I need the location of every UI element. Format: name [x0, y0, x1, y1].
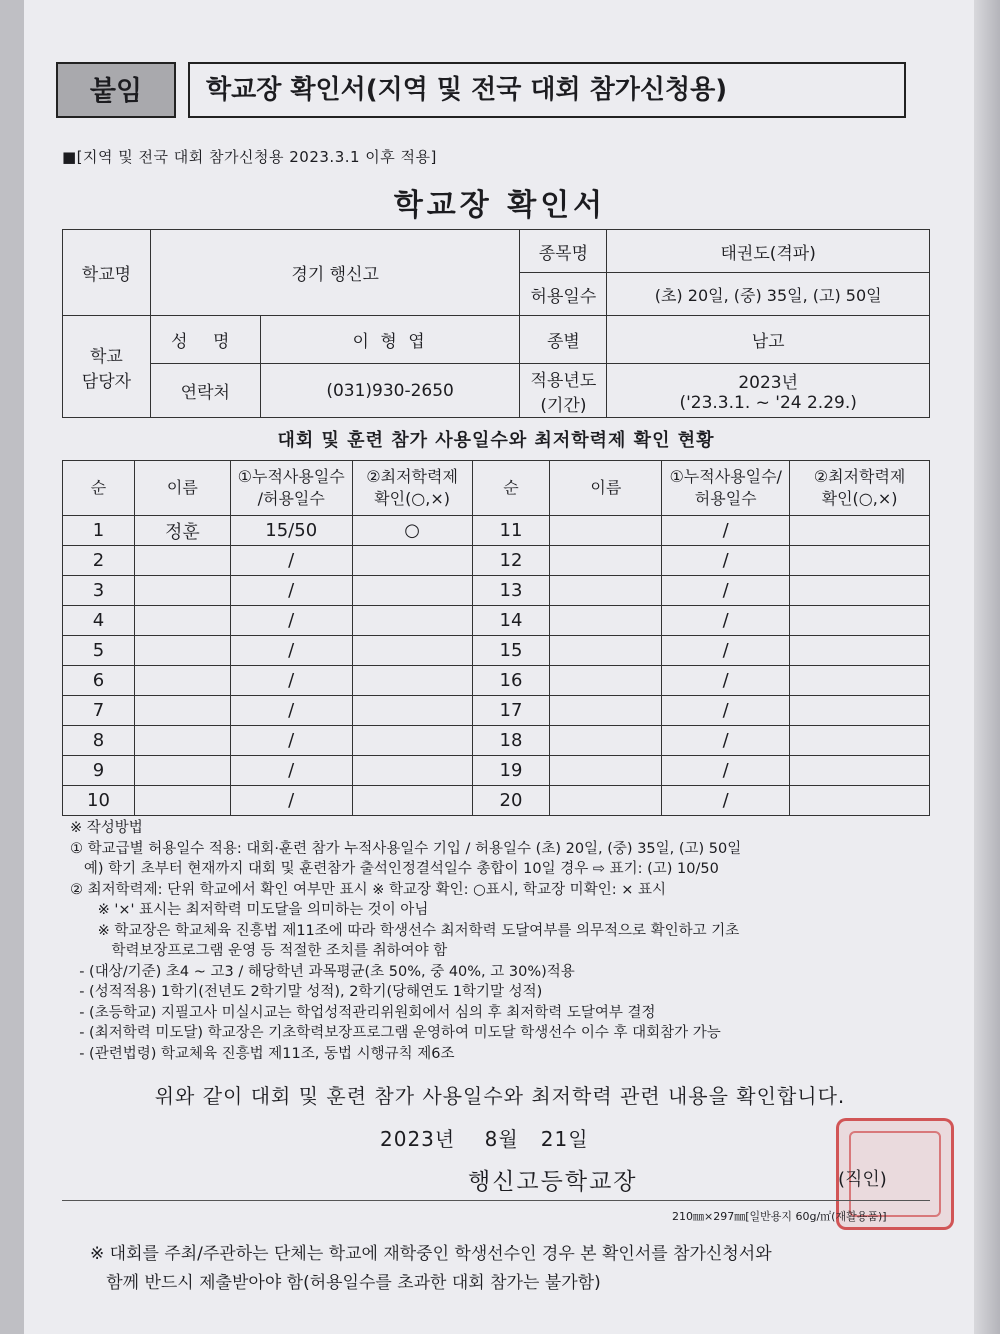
cell-academic-right: [790, 756, 930, 786]
year-label-line2: (기간): [540, 395, 587, 416]
instruction-line: 학력보장프로그램 운영 등 적절한 조치를 취하여야 함: [70, 943, 448, 959]
contact-label: 연락처: [150, 364, 260, 418]
cell-days: 15/50: [230, 516, 352, 546]
cell-name-right: [550, 636, 662, 666]
applicability-note: ■[지역 및 전국 대회 참가신청용 2023.3.1 이후 적용]: [62, 148, 437, 166]
cell-academic: [352, 606, 472, 636]
document-header: [56, 62, 906, 120]
days-label: 허용일수: [520, 273, 607, 316]
records-table: [62, 460, 930, 816]
instruction-line: - (대상/기준) 초4 ~ 고3 / 해당학년 과목평균(초 50%, 중 40%, 고 30%)적용: [70, 963, 575, 980]
header-name-right: 이름: [550, 461, 662, 516]
cell-academic: [352, 546, 472, 576]
cell-days-right: /: [662, 756, 790, 786]
cell-academic-right: [790, 606, 930, 636]
cell-days-right: /: [662, 666, 790, 696]
instruction-line: ※ 학교장은 학교체육 진흥법 제11조에 따라 학생선수 최저학력 도달여부를 의무적으로 확인하고 기초: [70, 922, 740, 939]
cell-days-right: /: [662, 576, 790, 606]
cell-days: /: [230, 666, 352, 696]
header-name: 이름: [134, 461, 230, 516]
year-value-line1: 2023년: [738, 373, 799, 393]
cell-days: /: [230, 696, 352, 726]
page-title: 학교장 확인서: [393, 188, 607, 223]
footnote-line: ※ 대회를 주최/주관하는 단체는 학교에 재학중인 학생선수인 경우 본 확인서를 참가신청서와: [90, 1244, 772, 1264]
manager-label: [63, 316, 151, 418]
cell-academic-right: [790, 546, 930, 576]
contact-value: (031)930-2650: [260, 364, 520, 418]
cell-days: /: [230, 546, 352, 576]
cell-no: 7: [63, 696, 135, 726]
header-academic-line1: ②최저학력제: [366, 467, 458, 487]
manager-label-line1: 학교: [90, 346, 123, 367]
header-no-right: 순: [472, 461, 550, 516]
cell-name-right: [550, 786, 662, 816]
cell-days: /: [230, 606, 352, 636]
header-no: 순: [63, 461, 135, 516]
cell-no-right: 11: [472, 516, 550, 546]
section-title: 대회 및 훈련 참가 사용일수와 최저학력제 확인 현황: [277, 430, 715, 451]
table-row: [63, 786, 930, 816]
cell-days: /: [230, 636, 352, 666]
cell-no-right: 18: [472, 726, 550, 756]
cell-academic-right: [790, 576, 930, 606]
cell-name: [134, 756, 230, 786]
table-row: [63, 546, 930, 576]
cell-academic: [352, 636, 472, 666]
seal-label: (직인): [838, 1169, 887, 1190]
cell-name: [134, 696, 230, 726]
header-academic: [352, 461, 472, 516]
gender-value: 남고: [607, 316, 930, 364]
instruction-line: - (관련법령) 학교체육 진흥법 제11조, 동법 시행규칙 제6조: [70, 1045, 455, 1062]
cell-name: [134, 636, 230, 666]
cell-no: 5: [63, 636, 135, 666]
header-days-right-line1: ①누적사용일수/: [669, 467, 782, 487]
year-value-line2: ('23.3.1. ~ '24 2.29.): [679, 393, 857, 413]
cell-name-right: [550, 756, 662, 786]
event-label: 종목명: [520, 230, 607, 273]
table-row: [63, 606, 930, 636]
cell-no-right: 19: [472, 756, 550, 786]
cell-days: /: [230, 576, 352, 606]
event-value: 태권도(격파): [607, 230, 930, 273]
cell-academic: [352, 696, 472, 726]
paper-spec: 210㎜×297㎜[일반용지 60g/㎡(재활용품)]: [672, 1210, 887, 1223]
cell-days: /: [230, 756, 352, 786]
cell-name: [134, 546, 230, 576]
cell-name: [134, 576, 230, 606]
cell-days: /: [230, 786, 352, 816]
cell-name-right: [550, 696, 662, 726]
cell-days-right: /: [662, 606, 790, 636]
table-row: [63, 696, 930, 726]
cell-academic-right: [790, 786, 930, 816]
instruction-line: ① 학교급별 허용일수 적용: 대회·훈련 참가 누적사용일수 기입 / 허용일수 (초) 20일, (중) 35일, (고) 50일: [70, 840, 742, 857]
cell-academic-right: [790, 726, 930, 756]
table-row: [63, 516, 930, 546]
cell-name-right: [550, 546, 662, 576]
divider: [62, 1200, 930, 1201]
records-body: [63, 516, 930, 816]
header-days-right: [662, 461, 790, 516]
instruction-line: ※ '×' 표시는 최저학력 미도달을 의미하는 것이 아님: [70, 902, 429, 918]
header-academic-right-line1: ②최저학력제: [813, 467, 906, 487]
name-value: 이 형 엽: [260, 316, 520, 364]
table-row: [63, 576, 930, 606]
info-table: [62, 229, 930, 418]
cell-name: [134, 726, 230, 756]
header-academic-right: [790, 461, 930, 516]
instruction-line: 예) 학기 초부터 현재까지 대회 및 훈련참가 출석인정결석일수 총합이 10일 경우 ⇨ 표기: (고) 10/50: [70, 861, 719, 877]
table-row: [63, 756, 930, 786]
header-academic-right-line2: 확인(○,×): [821, 489, 898, 508]
cell-academic: [352, 756, 472, 786]
header-days-line2: /허용일수: [257, 489, 325, 508]
table-row: [63, 726, 930, 756]
cell-no-right: 16: [472, 666, 550, 696]
cell-no: 2: [63, 546, 135, 576]
cell-days-right: /: [662, 546, 790, 576]
confirmation-statement: 위와 같이 대회 및 훈련 참가 사용일수와 최저학력 관련 내용을 확인합니다.: [154, 1084, 846, 1108]
year-label-line1: 적용년도: [530, 370, 597, 391]
cell-days-right: /: [662, 636, 790, 666]
cell-name: [134, 666, 230, 696]
school-value: 경기 행신고: [150, 230, 520, 316]
cell-no-right: 20: [472, 786, 550, 816]
instruction-line: - (초등학교) 지필고사 미실시교는 학업성적관리위원회에서 심의 후 최저학력 도달여부 결정: [70, 1004, 656, 1021]
cell-no: 1: [63, 516, 135, 546]
year-label: [520, 364, 607, 418]
cell-academic-right: [790, 516, 930, 546]
cell-no: 8: [63, 726, 135, 756]
cell-academic: [352, 726, 472, 756]
header-title: 학교장 확인서(지역 및 전국 대회 참가신청용): [188, 62, 906, 118]
cell-academic: [352, 786, 472, 816]
cell-days-right: /: [662, 726, 790, 756]
cell-no: 9: [63, 756, 135, 786]
instruction-line: - (성적적용) 1학기(전년도 2학기말 성적), 2학기(당해연도 1학기말 성적): [70, 984, 543, 1000]
attachment-tag: 붙임: [56, 62, 176, 118]
cell-no-right: 12: [472, 546, 550, 576]
cell-name-right: [550, 606, 662, 636]
cell-no: 3: [63, 576, 135, 606]
cell-no-right: 13: [472, 576, 550, 606]
cell-no-right: 14: [472, 606, 550, 636]
footnote-line: 함께 반드시 제출받아야 함(허용일수를 초과한 대회 참가는 불가함): [90, 1273, 601, 1293]
cell-name: 정훈: [134, 516, 230, 546]
cell-name-right: [550, 666, 662, 696]
cell-no-right: 17: [472, 696, 550, 726]
year-value: [607, 364, 930, 418]
instruction-line: ② 최저학력제: 단위 학교에서 확인 여부만 표시 ※ 학교장 확인: ○표시, 학교장 미확인: × 표시: [70, 881, 666, 898]
instructions: [70, 818, 940, 1064]
footnote: [90, 1240, 930, 1298]
table-row: [63, 666, 930, 696]
cell-no-right: 15: [472, 636, 550, 666]
cell-days-right: /: [662, 516, 790, 546]
cell-name-right: [550, 576, 662, 606]
principal-signature: 행신고등학교장: [468, 1169, 638, 1195]
manager-label-line2: 담당자: [81, 371, 132, 392]
days-value: (초) 20일, (중) 35일, (고) 50일: [607, 273, 930, 316]
cell-academic: [352, 666, 472, 696]
cell-name: [134, 786, 230, 816]
header-days: [230, 461, 352, 516]
cell-days: /: [230, 726, 352, 756]
cell-academic-right: [790, 636, 930, 666]
instruction-line: ※ 작성방법: [70, 820, 143, 836]
cell-days-right: /: [662, 696, 790, 726]
instruction-line: - (최저학력 미도달) 학교장은 기초학력보장프로그램 운영하여 미도달 학생선수 이수 후 대회참가 가능: [70, 1025, 721, 1041]
cell-days-right: /: [662, 786, 790, 816]
school-label: 학교명: [63, 230, 151, 316]
cell-academic-right: [790, 666, 930, 696]
header-days-line1: ①누적사용일수: [237, 467, 345, 487]
cell-no: 6: [63, 666, 135, 696]
header-academic-line2: 확인(○,×): [374, 489, 451, 508]
cell-academic: ○: [352, 516, 472, 546]
table-row: [63, 636, 930, 666]
cell-academic-right: [790, 696, 930, 726]
cell-name: [134, 606, 230, 636]
cell-name-right: [550, 726, 662, 756]
cell-academic: [352, 576, 472, 606]
gender-label: 종별: [520, 316, 607, 364]
records-header-row: [63, 461, 930, 516]
cell-no: 10: [63, 786, 135, 816]
cell-no: 4: [63, 606, 135, 636]
cell-name-right: [550, 516, 662, 546]
name-label: 성 명: [150, 316, 260, 364]
header-days-right-line2: 허용일수: [694, 489, 757, 508]
issue-date: 2023년 8월 21일: [380, 1127, 589, 1151]
